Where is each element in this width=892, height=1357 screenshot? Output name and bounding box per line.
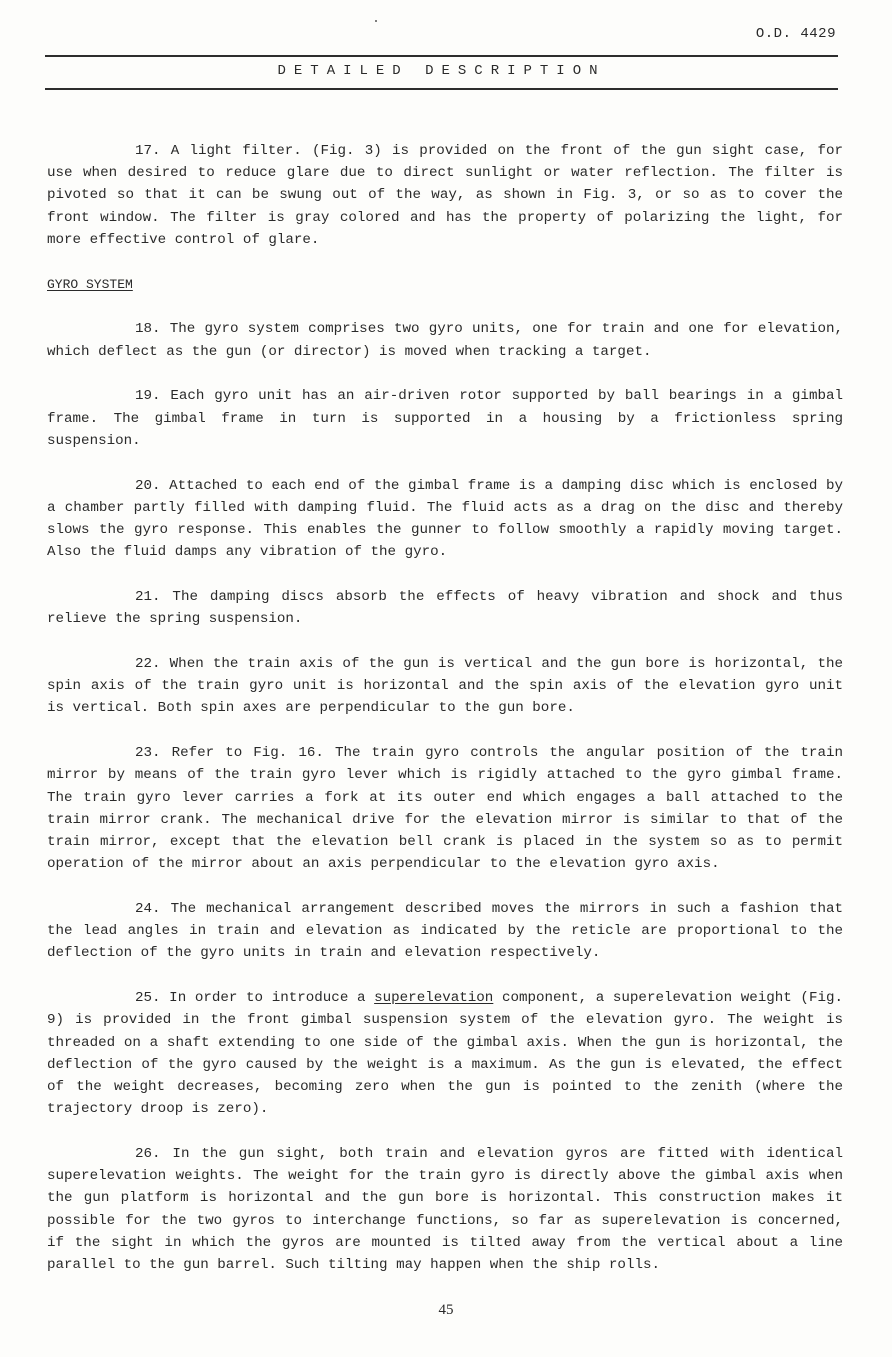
paragraph-24: 24. The mechanical arrangement described moves the mirrors in such a fashion that the lead angles in train and elevation as indicated by the reticle are proportional to the deflection of the gyro units in train and elevation respectively. <box>47 901 843 962</box>
document-body <box>47 140 843 1299</box>
paragraph-17: 17. A light filter. (Fig. 3) is provided on the front of the gun sight case, for use when desired to reduce glare due to direct sunlight or water reflection. The filter is pivoted so that it can be swung out of the way, as shown in Fig. 3, or so as to cover the front window. The filter is gray colored and has the property of polarizing the light, for more effective control of glare. <box>47 143 843 248</box>
paragraph-22: 22. When the train axis of the gun is vertical and the gun bore is horizontal, the spin axis of the train gyro unit is horizontal and the spin axis of the elevation gyro unit is vertical. Both spin axes are perpendicular to the gun bore. <box>47 656 843 717</box>
header-rule-bottom <box>45 88 838 90</box>
paragraph-21: 21. The damping discs absorb the effects of heavy vibration and shock and thus relieve the spring suspension. <box>47 589 843 628</box>
paragraph-19: 19. Each gyro unit has an air-driven rotor supported by ball bearings in a gimbal frame. The gimbal frame in turn is supported in a housing by a frictionless spring suspension. <box>47 388 843 449</box>
paragraph-23: 23. Refer to Fig. 16. The train gyro controls the angular position of the train mirror by means of the train gyro lever which is rigidly attached to the gyro gimbal frame. The train gyro lever carries a fork at its outer end which engages a ball attached to the train mirror crank. The mechanical drive for the elevation mirror is similar to that of the train mirror, except that the elevation bell crank is placed in the system so as to permit operation of the mirror about an axis perpendicular to the elevation gyro axis. <box>47 745 843 873</box>
paragraph-25 <box>47 987 843 1120</box>
section-heading-gyro-system: GYRO SYSTEM <box>47 276 133 292</box>
underlined-term-superelevation: superelevation <box>374 990 494 1007</box>
paragraph-25-start: 25. In order to introduce a <box>135 990 375 1007</box>
paragraph-26: 26. In the gun sight, both train and elevation gyros are fitted with identical superelevation weights. The weight for the train gyro is directly above the gimbal axis when the gun platform is horizontal and the gun bore is horizontal. This construction makes it possible for the two gyros to interchange functions, so far as superelevation is concerned, if the sight in which the gyros are mounted is tilted away from the vertical about a line parallel to the gun barrel. Such tilting may happen when the ship rolls. <box>47 1146 843 1274</box>
document-id: O.D. 4429 <box>755 26 836 42</box>
scan-speck <box>375 20 377 22</box>
paragraph-25-rest: component, a superelevation weight (Fig. 9) is provided in the front gimbal suspension system of the elevation gyro. The weight is threaded on a shaft extending to one side of the gimbal axis. When the gun is horizontal, the deflection of the gyro caused by the weight is a maximum. As the gun is elevated, the effect of the weight decreases, becoming zero when the gun is pointed to the zenith (where the trajectory droop is zero). <box>47 990 844 1118</box>
page-number: 45 <box>438 1302 454 1318</box>
paragraph-18: 18. The gyro system comprises two gyro units, one for train and one for elevation, which deflect as the gun (or director) is moved when tracking a target. <box>47 321 843 360</box>
section-title: DETAILED DESCRIPTION <box>277 63 606 79</box>
header-rule-top <box>45 55 838 57</box>
paragraph-20: 20. Attached to each end of the gimbal frame is a damping disc which is enclosed by a chamber partly filled with damping fluid. The fluid acts as a drag on the disc and thereby slows the gyro response. This enables the gunner to follow smoothly a rapidly moving target. Also the fluid damps any vibration of the gyro. <box>47 477 843 561</box>
